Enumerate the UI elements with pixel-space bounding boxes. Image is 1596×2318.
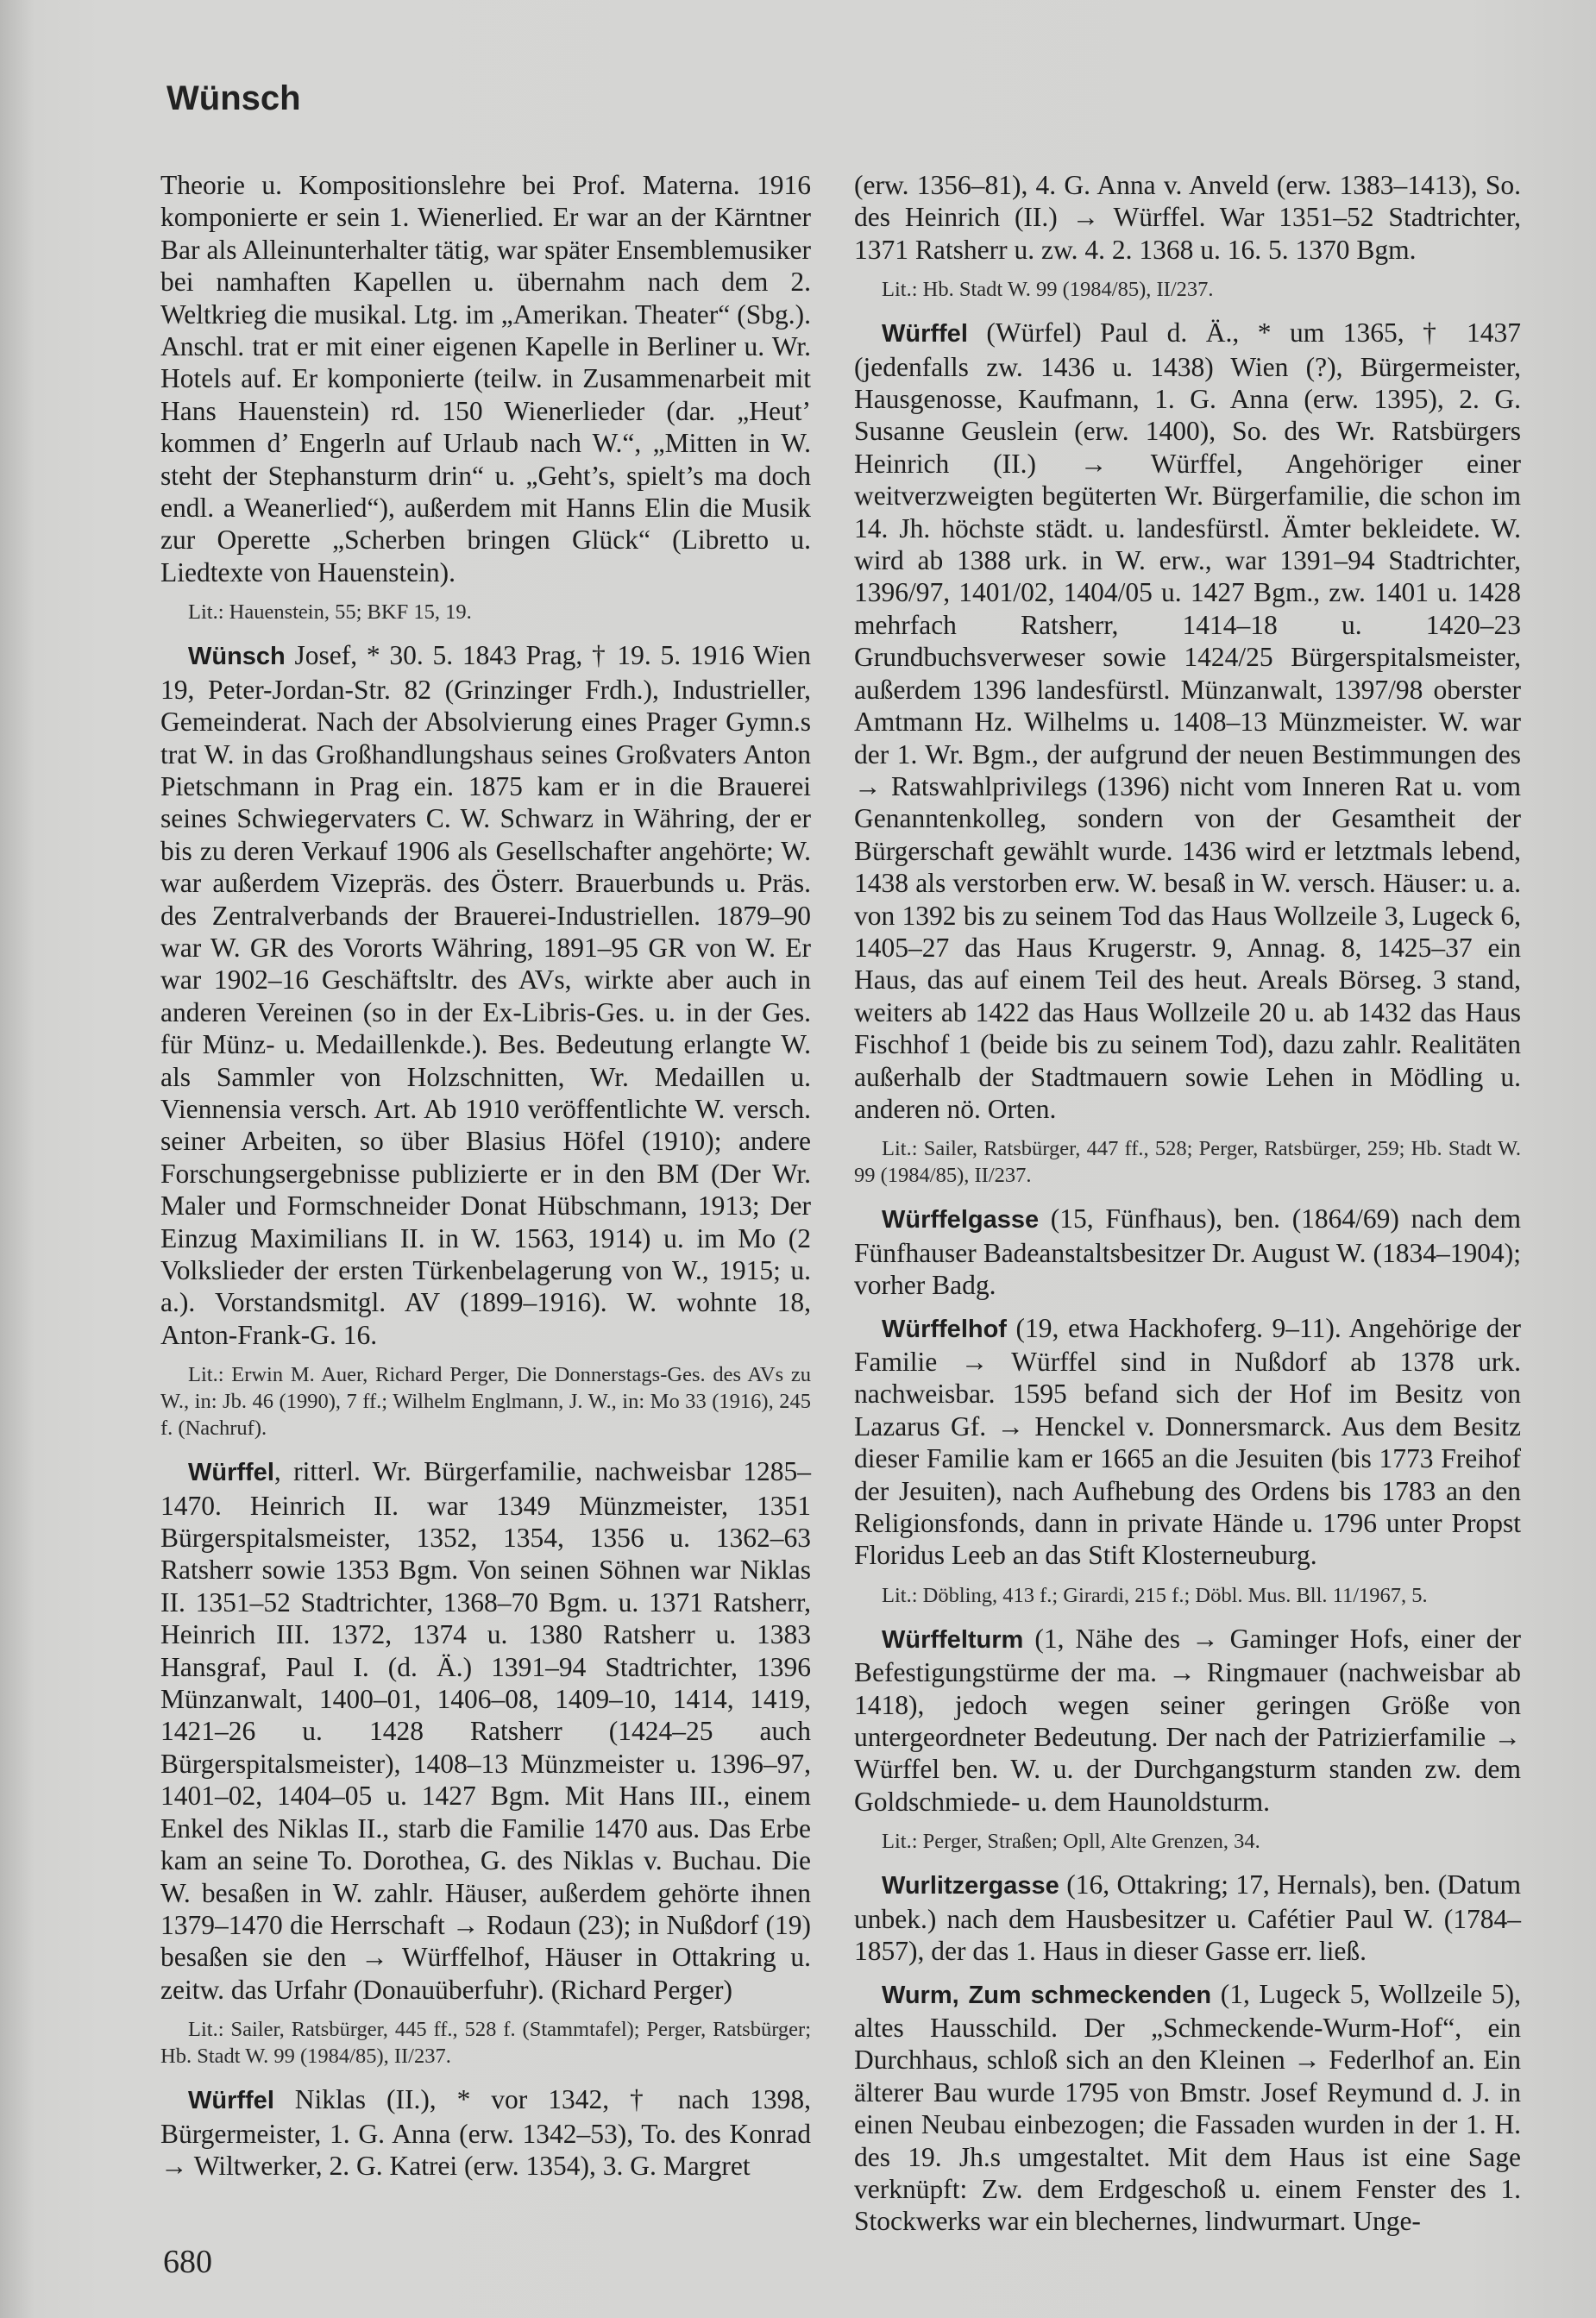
literature-reference: Lit.: Erwin M. Auer, Richard Perger, Die Donnerstags-Ges. des AVs zu W., in: Jb. 46 (1990), 7 ff.; Wilhelm Englmann, J. W., in: Mo 33 (1916), 245 f. (Nachruf). — [160, 1363, 811, 1441]
entry-wuerffel-paul — [854, 317, 1521, 1125]
entry-wurlitzergasse — [854, 1869, 1521, 1967]
lemma: Würffel — [882, 320, 968, 349]
entry-wuerffelhof — [854, 1312, 1521, 1572]
entry-text: (1, Nähe des → Gaminger Hofs, einer der Befestigungstürme der ma. → Ringmauer (nachweisbar ab 1418), jedoch wegen seiner geringen Größe von untergeordneter Bedeutung. Der nach der Patrizierfamilie → Würffel ben. W. u. der Durchgangsturm standen zw. dem Goldschmiede- u. dem Haunoldsturm. — [854, 1623, 1521, 1817]
literature-reference: Lit.: Döbling, 413 f.; Girardi, 215 f.; Döbl. Mus. Bll. 11/1967, 5. — [882, 1583, 1428, 1607]
lemma: Wurlitzergasse — [882, 1872, 1059, 1900]
entry-text: (1, Lugeck 5, Wollzeile 5), altes Hausschild. Der „Schmeckende-Wurm-Hof“, ein Durchhaus, schloß sich an den Kleinen → Federlhof an. Ein älterer Bau wurde 1795 von Bmstr. Josef Reymund d. J. in einen Neubau einbezogen; die Fassaden wurden in der 1. H. des 19. Jh.s umgestaltet. Mit dem Haus ist eine Sage verknüpft: Zw. dem Erdgeschoß u. einem Fenster des 1. Stockwerks war ein blechernes, lindwurmart. Unge- — [854, 1978, 1521, 2237]
entry-wurm-zum-schmeckenden — [854, 1978, 1521, 2238]
lemma: Wünsch — [188, 643, 286, 671]
entry-text: (Würfel) Paul d. Ä., * um 1365, † 1437 (jedenfalls zw. 1436 u. 1438) Wien (?), Bürgermeister, Hausgenosse, Kaufmann, 1. G. Anna (erw. 1395), 2. G. Susanne Geuslein (erw. 1400), So. des Wr. Ratsbürgers Heinrich (II.) → Würffel, Angehöriger einer weitverzweigten begüterten Wr. Bürgerfamilie, die schon im 14. Jh. höchste städt. u. landesfürstl. Ämter bekleidete. W. wird ab 1388 urk. in W. erw., war 1391–94 Stadtrichter, 1396/97, 1401/02, 1404/05 u. 1427 Bgm., zw. 1401 u. 1428 mehrfach Ratsherr, 1414–18 u. 1420–23 Grundbuchsverweser sowie 1424/25 Bürgerspitalsmeister, außerdem 1396 landesfürstl. Münzanwalt, 1397/98 oberster Amtmann Hz. Wilhelms u. 1408–13 Münzmeister. W. war der 1. Wr. Bgm., der aufgrund der neuen Bestimmungen des → Ratswahlprivilegs (1396) nicht vom Inneren Rat u. vom Genanntenkolleg, sondern von der Gesamtheit der Bürgerschaft gewählt wurde. 1436 wird er letztmals lebend, 1438 als verstorben erw. W. besaß in W. versch. Häuser: u. a. von 1392 bis zu seinem Tod das Haus Wollzeile 3, Lugeck 6, 1405–27 das Haus Krugerstr. 9, Annag. 8, 1425–37 ein Haus, das auf einem Teil des heut. Areals Börseg. 3 stand, weiters ab 1422 das Haus Wollzeile 20 u. ab 1432 das Haus Fischhof 1 (beide bis zu seinem Tod), dazu zahlr. Realitäten außerhalb der Stadtmauern sowie Lehen in Mödling u. anderen nö. Orten. — [854, 317, 1521, 1124]
left-column — [160, 169, 811, 2192]
entry-wuerffelgasse — [854, 1203, 1521, 1301]
literature-reference: Lit.: Hb. Stadt W. 99 (1984/85), II/237. — [882, 278, 1214, 302]
entry-wuerffel-family — [160, 1455, 811, 2006]
entry-text: (16, Ottakring; 17, Hernals), ben. (Datum unbek.) nach dem Hausbesitzer u. Cafétier Paul W. (1784–1857), der das 1. Haus in dieser Gasse err. ließ. — [854, 1869, 1521, 1967]
entry-text: , ritterl. Wr. Bürgerfamilie, nachweisbar 1285–1470. Heinrich II. war 1349 Münzmeister, 1351 Bürgerspitalsmeister, 1352, 1354, 1356 u. 1362–63 Ratsherr sowie 1353 Bgm. Von seinen Söhnen war Niklas II. 1351–52 Stadtrichter, 1368–70 Bgm. u. 1371 Ratsherr, Heinrich III. 1372, 1374 u. 1380 Ratsherr u. 1383 Hansgraf, Paul I. (d. Ä.) 1391–94 Stadtrichter, 1396 Münzanwalt, 1400–01, 1406–08, 1409–10, 1414, 1419, 1421–26 u. 1428 Ratsherr (1424–25 auch Bürgerspitalsmeister), 1408–13 Münzmeister u. 1396–97, 1401–02, 1404–05 u. 1427 Bgm. Mit Hans III., einem Enkel des Niklas II., starb die Familie 1470 aus. Das Erbe kam an seine To. Dorothea, G. des Niklas v. Buchau. Die W. besaßen in W. zahlr. Häuser, außerdem gehörte ihnen 1379–1470 die Herrschaft → Rodaun (23); in Nußdorf (19) besaßen sie den → Würffelhof, Häuser in Ottakring u. zeitw. das Urfahr (Donauüberfuhr). (Richard Perger) — [160, 1456, 811, 2005]
literature-reference: Lit.: Sailer, Ratsbürger, 447 ff., 528; Perger, Ratsbürger, 259; Hb. Stadt W. 99 (1984/85), II/237. — [854, 1137, 1521, 1188]
entry-text: (19, etwa Hackhoferg. 9–11). Angehörige der Familie → Würffel sind in Nußdorf ab 1378 urk. nachweisbar. 1595 befand sich der Hof im Besitz von Lazarus Gf. → Henckel v. Donnersmarck. Aus dem Besitz dieser Familie kam er 1665 an die Jesuiten (bis 1773 Freihof der Jesuiten), nach Aufhebung des Ordens bis 1783 an den Religionsfonds, dann in private Hände u. 1796 unter Propst Floridus Leeb an das Stift Klosterneuburg. — [854, 1312, 1521, 1571]
lemma: Wurm, Zum schmeckenden — [882, 1981, 1212, 2009]
lemma: Würffelgasse — [882, 1206, 1040, 1234]
literature-reference: Lit.: Perger, Straßen; Opll, Alte Grenzen, 34. — [882, 1830, 1260, 1854]
entry-wuerffelturm — [854, 1623, 1521, 1818]
entry-wuerffel-niklas — [160, 2083, 811, 2182]
lemma: Würffelhof — [882, 1315, 1007, 1343]
lemma: Würffelturm — [882, 1625, 1024, 1654]
page-number: 680 — [163, 2244, 212, 2280]
running-header: Wünsch — [167, 79, 301, 117]
lemma: Würffel — [188, 2087, 274, 2115]
literature-reference: Lit.: Sailer, Ratsbürger, 445 ff., 528 f. (Stammtafel); Perger, Ratsbürger; Hb. Stadt W. 99 (1984/85), II/237. — [160, 2018, 811, 2069]
literature-reference: Lit.: Hauenstein, 55; BKF 15, 19. — [188, 600, 472, 625]
right-column — [854, 169, 1521, 2248]
lemma: Würffel — [188, 1459, 274, 1487]
entry-continuation: Theorie u. Kompositionslehre bei Prof. Materna. 1916 komponierte er sein 1. Wienerlied. Er war an der Kärntner Bar als Alleinunterhalter tätig, war später Ensemblemusiker bei namhaften Kapellen u. übernahm nach dem 2. Weltkrieg die musikal. Ltg. im „Amerikan. Theater“ (Sbg.). Anschl. trat er mit einer eigenen Kapelle in Berliner u. Wr. Hotels auf. Er komponierte (teilw. in Zusammenarbeit mit Hans Hauenstein) rd. 150 Wienerlieder (dar. „Heut’ kommen d’ Engerln auf Urlaub nach W.“, „Mitten in W. steht der Stephansturm drin“ u. „Geht’s, spielt’s ma doch endl. a Weanerlied“), außerdem mit Hanns Elin die Musik zur Operette „Scherben bringen Glück“ (Libretto u. Liedtexte von Hauenstein). — [160, 170, 811, 587]
entry-text: (15, Fünfhaus), ben. (1864/69) nach dem Fünfhauser Badeanstaltsbesitzer Dr. August W. (1834–1904); vorher Badg. — [854, 1203, 1521, 1301]
entry-text: Niklas (II.), * vor 1342, † nach 1398, Bürgermeister, 1. G. Anna (erw. 1342–53), To. des Konrad → Wiltwerker, 2. G. Katrei (erw. 1354), 3. G. Margret — [160, 2084, 811, 2181]
entry-wuensch-josef — [160, 639, 811, 1351]
entry-text: Josef, * 30. 5. 1843 Prag, † 19. 5. 1916 Wien 19, Peter-Jordan-Str. 82 (Grinzinger Frdh.), Industrieller, Gemeinderat. Nach der Absolvierung eines Prager Gymn.s trat W. in das Großhandlungshaus seines Großvaters Anton Pietschmann in Prag ein. 1875 kam er in die Brauerei seines Schwiegervaters C. W. Schwarz in Währing, der er bis zu deren Verkauf 1906 als Gesellschafter angehörte; W. war außerdem Vizepräs. des Österr. Brauerbunds u. Präs. des Zentralverbands der Brauerei-Industriellen. 1879–90 war W. GR des Vororts Währing, 1891–95 GR von W. Er war 1902–16 Geschäftsltr. des AVs, wirkte aber auch in anderen Vereinen (so in der Ex-Libris-Ges. u. in der Ges. für Münz- u. Medaillenkde.). Bes. Bedeutung erlangte W. als Sammler von Holzschnitten, Wr. Medaillen u. Viennensia versch. Art. Ab 1910 veröffentlichte W. versch. seiner Arbeiten, so über Blasius Höfel (1910); andere Forschungsergebnisse publizierte er in den BM (Der Wr. Maler und Formschneider Donat Hübschmann, 1913; Der Einzug Maximilians II. in W. 1563, 1914) u. im Mo (2 Volkslieder der ersten Türkenbelagerung von W., 1915; u. a.). Vorstandsmitgl. AV (1899–1916). W. wohnte 18, Anton-Frank-G. 16. — [160, 640, 811, 1350]
entry-continuation: (erw. 1356–81), 4. G. Anna v. Anveld (erw. 1383–1413), So. des Heinrich (II.) → Würffel. War 1351–52 Stadtrichter, 1371 Ratsherr u. zw. 4. 2. 1368 u. 16. 5. 1370 Bgm. — [854, 170, 1521, 265]
